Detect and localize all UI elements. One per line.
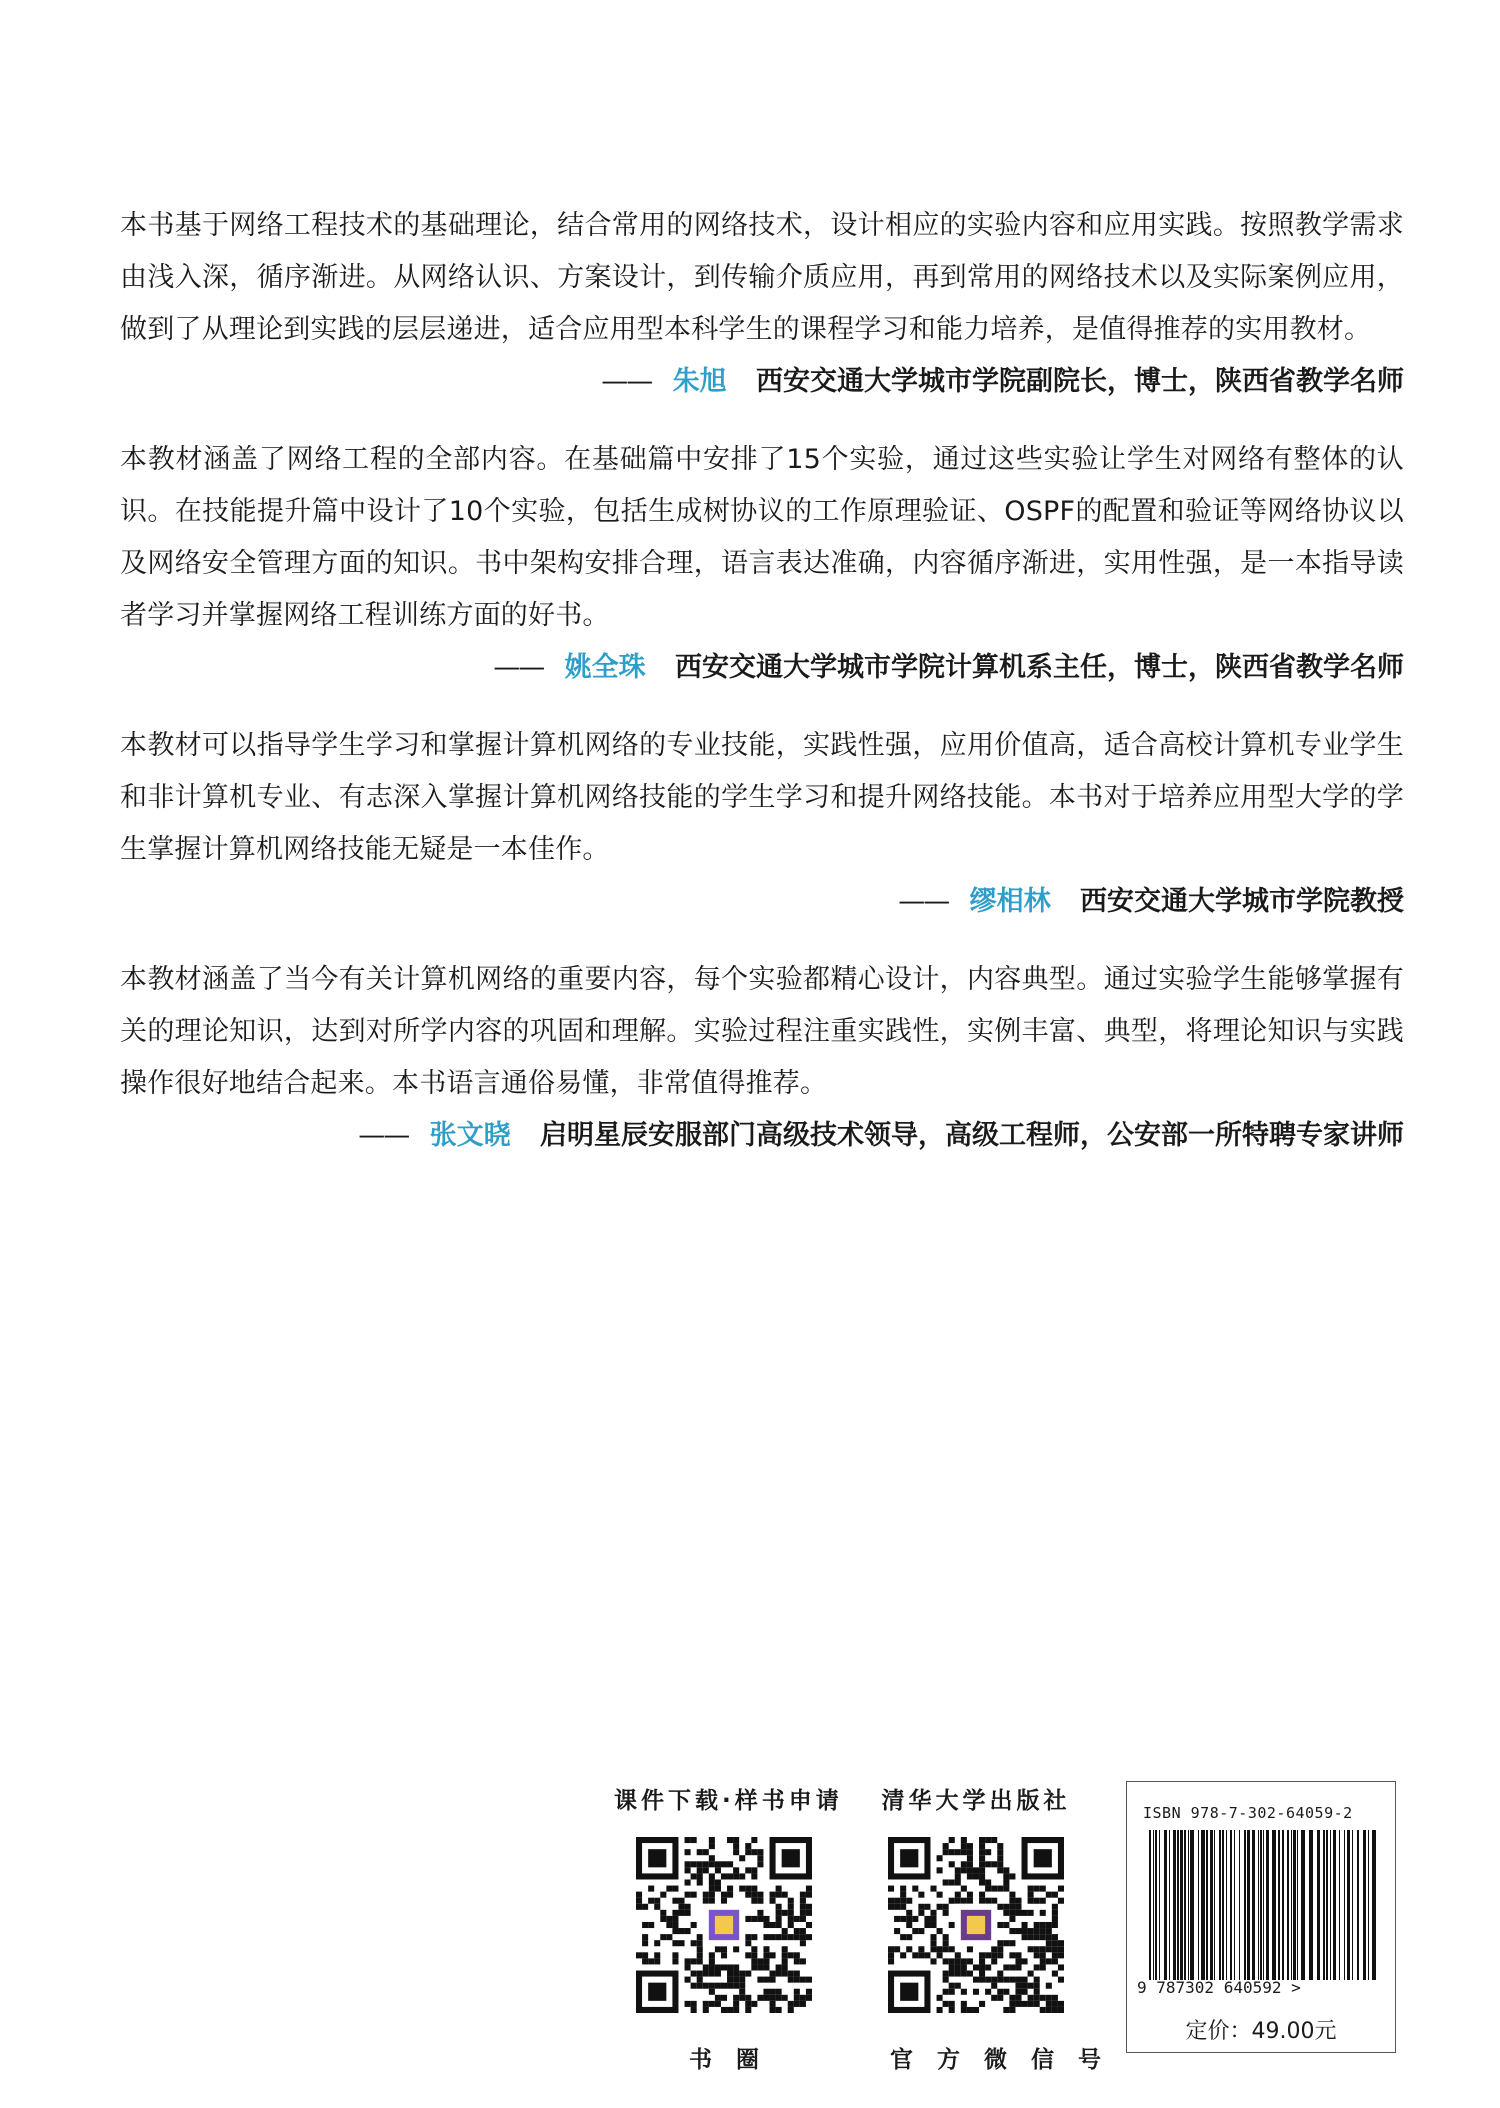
- review-item: [120, 954, 1404, 1162]
- barcode-digits: 9 787302 640592 >: [1137, 1978, 1301, 1997]
- attribution-dash: ——: [358, 1120, 409, 1151]
- qr-block-wechat: [866, 1782, 1125, 2074]
- attribution-dash: ——: [601, 366, 652, 397]
- reviewer-name: 姚全珠: [564, 652, 646, 683]
- review-attribution: [120, 876, 1404, 928]
- reviewer-title: 西安交通大学城市学院副院长，博士，陕西省教学名师: [756, 366, 1404, 397]
- qr-title: 清华大学出版社: [881, 1788, 1071, 1814]
- reviewer-name: 张文晓: [429, 1120, 511, 1151]
- qr-caption: 书圈: [689, 2047, 783, 2073]
- review-item: [120, 200, 1404, 408]
- review-attribution: [120, 642, 1404, 694]
- review-attribution: [120, 356, 1404, 408]
- review-text: 本教材可以指导学生学习和掌握计算机网络的专业技能，实践性强，应用价值高，适合高校计算机专业学生和非计算机专业、有志深入掌握计算机网络技能的学生学习和提升网络技能。本书对于培养应用型大学的学生掌握计算机网络技能无疑是一本佳作。: [120, 730, 1404, 865]
- isbn-label: ISBN 978-7-302-64059-2: [1143, 1804, 1353, 1822]
- isbn-barcode-panel: [1126, 1781, 1396, 2053]
- reviewer-title: 西安交通大学城市学院教授: [1080, 886, 1404, 917]
- reviewer-title: 启明星辰安服部门高级技术领导，高级工程师，公安部一所特聘专家讲师: [540, 1120, 1404, 1151]
- price-label: 定价：49.00元: [1185, 2019, 1337, 2044]
- review-text: 本教材涵盖了网络工程的全部内容。在基础篇中安排了15个实验，通过这些实验让学生对网络有整体的认识。在技能提升篇中设计了10个实验，包括生成树协议的工作原理验证、OSPF的配置和验证等网络协议以及网络安全管理方面的知识。书中架构安排合理，语言表达准确，内容循序渐进，实用性强，是一本指导读者学习并掌握网络工程训练方面的好书。: [120, 444, 1404, 631]
- qr-block-courseware: [614, 1782, 843, 2074]
- review-attribution: [120, 1110, 1404, 1162]
- qr-caption: 官方微信号: [890, 2047, 1125, 2073]
- attribution-dash: ——: [493, 652, 544, 683]
- review-item: [120, 434, 1404, 694]
- qr-code[interactable]: [636, 1837, 812, 2013]
- reviewer-title: 西安交通大学城市学院计算机系主任，博士，陕西省教学名师: [675, 652, 1404, 683]
- review-item: [120, 720, 1404, 928]
- reviewer-name: 朱旭: [672, 366, 727, 397]
- qr-title: 课件下载·样书申请: [614, 1788, 843, 1814]
- review-text: 本教材涵盖了当今有关计算机网络的重要内容，每个实验都精心设计，内容典型。通过实验学生能够掌握有关的理论知识，达到对所学内容的巩固和理解。实验过程注重实践性，实例丰富、典型，将理论知识与实践操作很好地结合起来。本书语言通俗易懂，非常值得推荐。: [120, 964, 1404, 1099]
- review-list: [120, 200, 1404, 1188]
- barcode-icon: [1149, 1830, 1377, 1980]
- attribution-dash: ——: [898, 886, 949, 917]
- reviewer-name: 缪相林: [969, 886, 1051, 917]
- qr-code[interactable]: [888, 1837, 1064, 2013]
- review-text: 本书基于网络工程技术的基础理论，结合常用的网络技术，设计相应的实验内容和应用实践。按照教学需求由浅入深，循序渐进。从网络认识、方案设计，到传输介质应用，再到常用的网络技术以及实际案例应用，做到了从理论到实践的层层递进，适合应用型本科学生的课程学习和能力培养，是值得推荐的实用教材。: [120, 210, 1404, 345]
